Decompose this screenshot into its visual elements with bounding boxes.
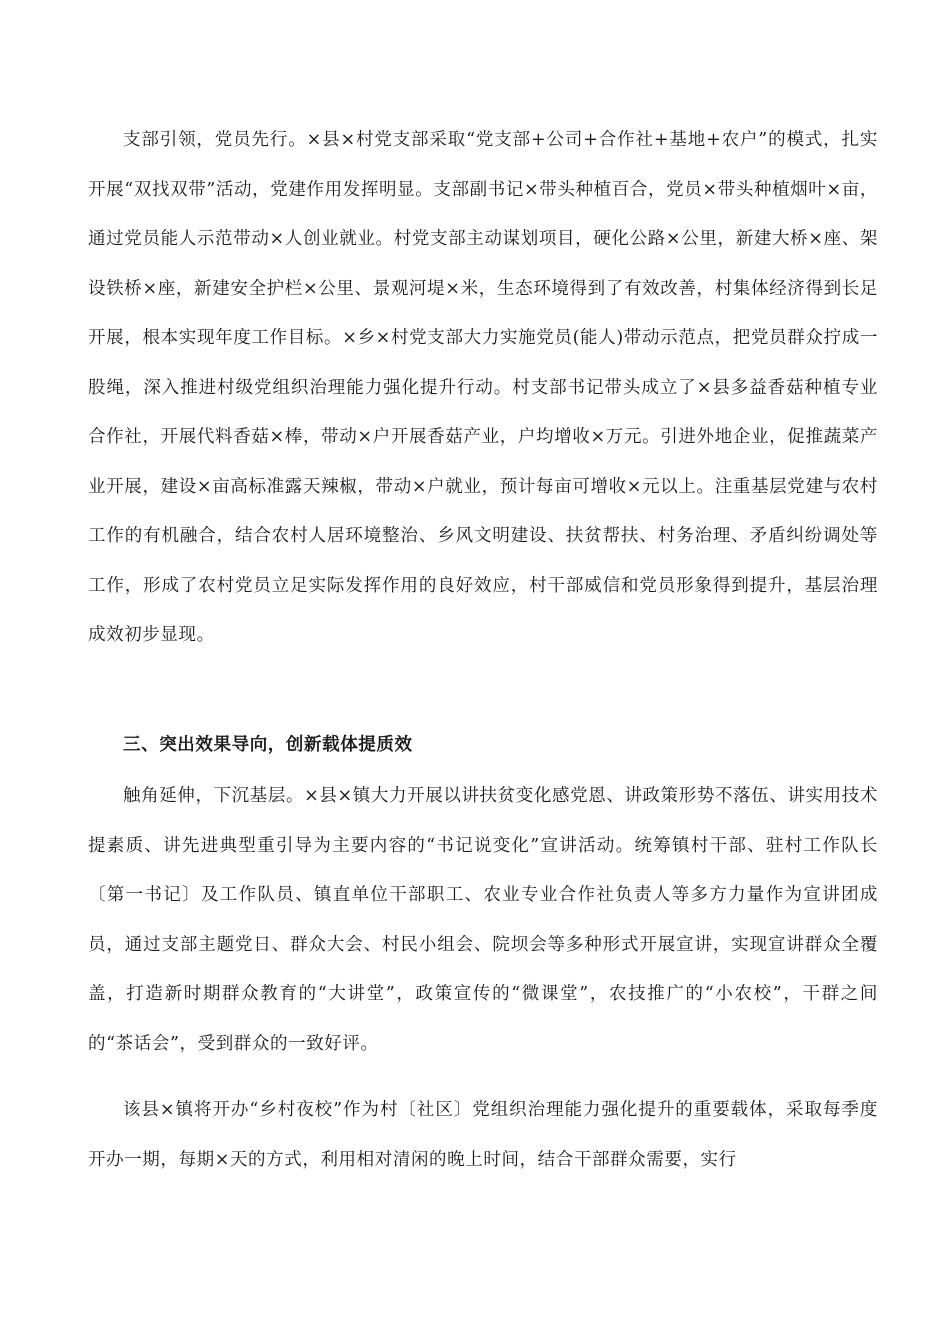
body-paragraph: 支部引领，党员先行。×县×村党支部采取“党支部+公司+合作社+基地+农户”的模式，扎实开展“双找双带”活动，党建作用发挥明显。支部副书记×带头种植百合，党员×带头种植烟叶×亩，通过党员能人示范带动×人创业就业。村党支部主动谋划项目，硬化公路×公里，新建大桥×座、架设铁桥×座，新建安全护栏×公里、景观河堤×米，生态环境得到了有效改善，村集体经济得到长足开展，根本实现年度工作目标。×乡×村党支部大力实施党员(能人)带动示范点，把党员群众拧成一股绳，深入推进村级党组织治理能力强化提升行动。村支部书记带头成立了×县多益香菇种植专业合作社，开展代料香菇×棒，带动×户开展香菇产业，户均增收×万元。引进外地企业，促推蔬菜产业开展，建设×亩高标准露天辣椒，带动×户就业，预计每亩可增收×元以上。注重基层党建与农村工作的有机融合，结合农村人居环境整治、乡风文明建设、扶贫帮扶、村务治理、矛盾纠纷调处等工作，形成了农村党员立足实际发挥作用的良好效应，村干部威信和党员形象得到提升，基层治理成效初步显现。 [88,130,878,645]
section-heading: 三、突出效果导向，创新载体提质效 [123,735,413,755]
body-paragraph: 该县×镇将开办“乡村夜校”作为村〔社区〕党组织治理能力强化提升的重要载体，采取每季度开办一期，每期×天的方式，利用相对清闲的晚上时间，结合干部群众需要，实行 [88,1100,878,1170]
body-paragraph: 触角延伸，下沉基层。×县×镇大力开展以讲扶贫变化感党恩、讲政策形势不落伍、讲实用技术提素质、讲先进典型重引导为主要内容的“书记说变化”宣讲活动。统筹镇村干部、驻村工作队长〔第一书记〕及工作队员、镇直单位干部职工、农业专业合作社负责人等多方力量作为宣讲团成员，通过支部主题党日、群众大会、村民小组会、院坝会等多种形式开展宣讲，实现宣讲群众全覆盖，打造新时期群众教育的“大讲堂”，政策宣传的“微课堂”，农技推广的“小农校”，干群之间的“茶话会”，受到群众的一致好评。 [88,786,878,1054]
